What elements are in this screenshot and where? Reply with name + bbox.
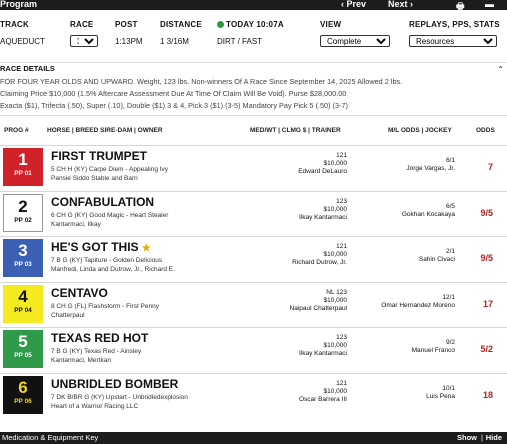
resources-select[interactable] xyxy=(409,35,497,47)
med-key-label: Medication & Equipment Key xyxy=(2,433,99,442)
printer-icon[interactable]: 🖶 xyxy=(456,1,465,11)
top-bar xyxy=(0,0,507,10)
track-value: AQUEDUCT xyxy=(0,37,45,46)
entry-row[interactable] xyxy=(0,373,507,418)
col-ml: M/L ODDS | JOCKEY xyxy=(388,127,452,134)
current-odds: 9/5 xyxy=(480,253,493,263)
current-odds: 9/5 xyxy=(480,207,493,218)
ml-odds-jockey: 2/1 Sahin Civaci xyxy=(418,248,455,263)
entry-row[interactable] xyxy=(0,191,507,236)
horse-name[interactable]: UNBRIDLED BOMBER xyxy=(51,376,179,391)
weight-claim-trainer: 123 $10,000 Ilkay Kantarmaci xyxy=(298,334,347,357)
ml-odds-jockey: 10/1 Luis Pena xyxy=(426,384,455,400)
next-button[interactable]: Next › xyxy=(388,0,414,9)
horse-breed-owner: 5 CH H (KY) Carpe Diem - Appealing Ivy Pansie Siddo Stable and Barn xyxy=(51,166,169,182)
ml-odds-jockey: 6/1 Jorge Vargas, Jr. xyxy=(406,157,455,172)
ml-odds-jockey: 6/5 Gokhan Kocakaya xyxy=(401,202,455,218)
horse-name[interactable]: CONFABULATION xyxy=(51,194,155,209)
footer-bar: Medication & Equipment Key Show | Hide xyxy=(0,432,507,444)
program-number: 2 PP 02 xyxy=(3,194,43,232)
col-horse: HORSE | BREED SIRE-DAM | OWNER xyxy=(47,127,163,134)
col-med: MED/WT | CLMG $ | TRAINER xyxy=(250,127,341,134)
weight-claim-trainer: 121 $10,000 Oscar Barrera III xyxy=(298,379,347,403)
program-number: 5 PP 05 xyxy=(3,330,43,368)
horse-name[interactable]: TEXAS RED HOT xyxy=(51,331,149,345)
post-label: POST xyxy=(115,20,138,29)
race-select[interactable] xyxy=(70,35,98,47)
horse-name[interactable]: CENTAVO xyxy=(51,285,108,300)
hide-button[interactable]: Hide xyxy=(485,433,502,442)
current-odds: 17 xyxy=(482,298,493,309)
program-number: 3 PP 03 xyxy=(3,239,43,277)
col-odds: ODDS xyxy=(476,127,495,134)
weight-claim-trainer: 121 $10,000 Edward DeLauro xyxy=(298,152,347,175)
horse-breed-owner: 6 CH G (KY) Good Magic - Heart Stealer Kantarmaci, Ilkay xyxy=(51,211,169,228)
distance-label: DISTANCE xyxy=(160,20,202,29)
expand-icon[interactable]: ▬ xyxy=(485,0,494,9)
horse-name[interactable]: FIRST TRUMPET xyxy=(51,149,147,163)
horse-breed-owner: 8 CH G (FL) Flashstorm - First Penny Chatterpaul xyxy=(51,302,159,319)
race-conditions: FOR FOUR YEAR OLDS AND UPWARD. Weight, 123 lbs. Non-winners Of A Race Since September 14, 2025 Allowed 2 lbs. Claiming Price $10,000 (1.5% Aftercare Assessment Due At Time Of Claim Will Be Void). Purse $28,000.00 Exacta ($1), Trifecta (.50), Super (.10), Double ($1) 3 & 4, Pick 3 ($1) (3-5) Mandatory Pay Pick 5 (.50) (3-7) xyxy=(0,77,403,110)
prev-button[interactable]: ‹ Prev xyxy=(341,0,367,9)
surface-value: DIRT / FAST xyxy=(217,37,263,46)
today-time: TODAY 10:07A xyxy=(217,20,284,29)
view-select[interactable] xyxy=(320,35,390,47)
weight-claim-trainer: 123 $10,000 Ilkay Kantarmaci xyxy=(298,197,347,221)
post-value: 1:13PM xyxy=(115,37,143,46)
entry-row[interactable] xyxy=(0,282,507,327)
distance-value: 1 3/16M xyxy=(160,37,189,46)
entry-row[interactable] xyxy=(0,327,507,372)
race-details-heading: RACE DETAILS xyxy=(0,64,55,73)
chevron-up-icon[interactable]: ⌃ xyxy=(497,65,504,74)
show-button[interactable]: Show xyxy=(457,433,477,442)
weight-claim-trainer: NL 123 $10,000 Naipaul Chatterpaul xyxy=(289,288,347,312)
view-label: VIEW xyxy=(320,20,342,29)
weight-claim-trainer: 121 $10,000 Richard Dutrow, Jr. xyxy=(292,243,347,266)
entry-row[interactable] xyxy=(0,145,507,190)
entry-row[interactable] xyxy=(0,236,507,281)
star-icon: ★ xyxy=(141,243,151,254)
col-prog: PROG # xyxy=(4,127,29,134)
current-odds: 5/2 xyxy=(480,344,493,354)
page-title: Program xyxy=(0,0,38,9)
current-odds: 7 xyxy=(487,162,493,172)
current-odds: 18 xyxy=(482,389,493,400)
horse-breed-owner: 7 B G (KY) Texas Red - Ainsley Kantarmaci, Mertkan xyxy=(51,348,142,364)
horse-breed-owner: 7 B G (KY) Tapiture - Golden Delicious Manfredi, Linda and Dutrow, Jr., Richard E. xyxy=(51,257,175,273)
clock-icon xyxy=(217,21,224,28)
ml-odds-jockey: 12/1 Omar Hernandez Moreno xyxy=(381,293,455,309)
horse-name[interactable]: HE'S GOT THIS ★ xyxy=(51,240,151,254)
program-number: 6 PP 06 xyxy=(3,376,43,414)
track-label: TRACK xyxy=(0,20,29,29)
replays-label: REPLAYS, PPS, STATS xyxy=(409,20,500,29)
horse-breed-owner: 7 DK B/BR G (KY) Upstart - Unbridledexplosion Heart of a Warrior Racing LLC xyxy=(51,393,188,410)
program-number: 4 PP 04 xyxy=(3,285,43,323)
race-details xyxy=(0,62,507,116)
program-number: 1 PP 01 xyxy=(3,148,43,186)
ml-odds-jockey: 9/2 Manuel Franco xyxy=(411,339,455,354)
race-label: RACE xyxy=(70,20,94,29)
